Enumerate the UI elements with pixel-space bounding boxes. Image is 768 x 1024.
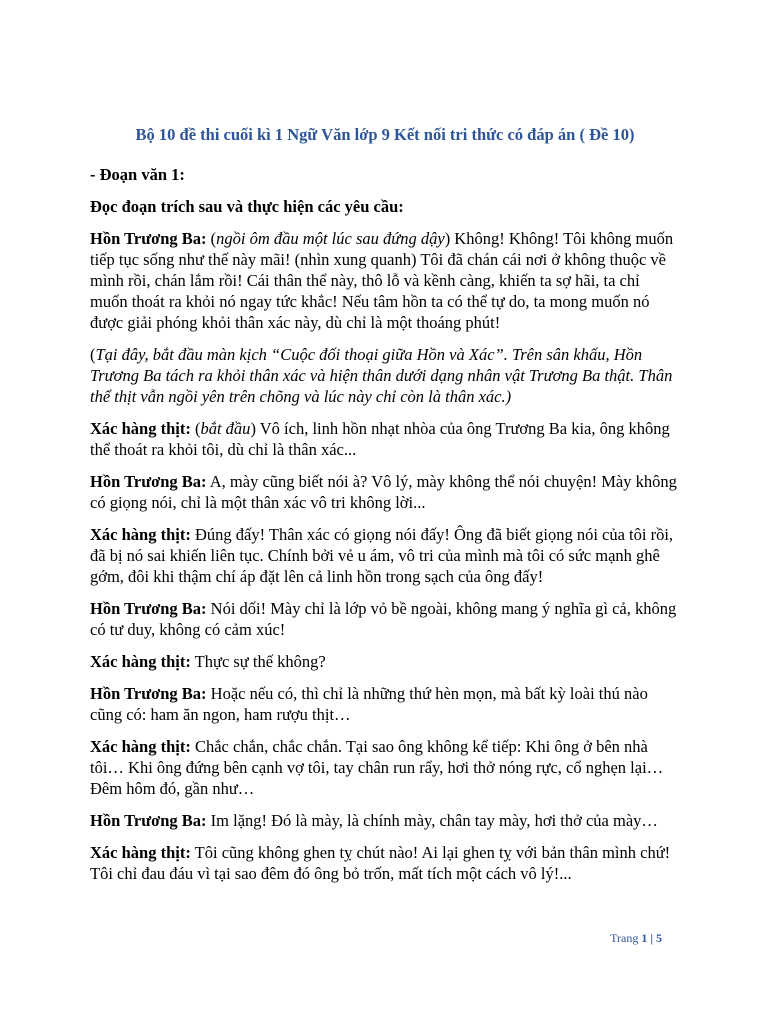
speaker-label: Xác hàng thịt:	[90, 652, 191, 671]
stage-direction: bắt đầu	[200, 419, 251, 438]
dialogue-excerpt	[90, 228, 680, 884]
stage-direction: ngồi ôm đầu một lúc sau đứng dậy	[216, 229, 445, 248]
dialogue-paragraph	[90, 598, 680, 640]
stage-direction: Tại đây, bắt đầu màn kịch “Cuộc đối thoại giữa Hồn và Xác”. Trên sân khấu, Hồn Trương Ba tách ra khỏi thân xác và hiện thân dưới dạng nhân vật Trương Ba thật. Thân thể thịt vẫn ngồi yên trên chõng và lúc này chỉ còn là thân xác.)	[90, 345, 673, 406]
dialogue-text: Chắc chắn, chắc chắn. Tại sao ông không kể tiếp: Khi ông ở bên nhà tôi… Khi ông đứng bên cạnh vợ tôi, tay chân run rẩy, hơi thở nóng rực, cổ nghẹn lại… Đêm hôm đó, gần như…	[90, 737, 664, 798]
dialogue-text: ) Vô ích, linh hồn nhạt nhòa của ông Trương Ba kia, ông không thể thoát ra khỏi tôi, dù chỉ là thân xác...	[90, 419, 670, 459]
dialogue-text: Hoặc nếu có, thì chỉ là những thứ hèn mọn, mà bất kỳ loài thú nào cũng có: ham ăn ngon, ham rượu thịt…	[90, 684, 648, 724]
dialogue-paragraph	[90, 471, 680, 513]
dialogue-paragraph	[90, 524, 680, 587]
dialogue-text: Im lặng! Đó là mày, là chính mày, chân tay mày, hơi thở của mày…	[206, 811, 658, 830]
dialogue-text: (	[90, 345, 96, 364]
document-body	[90, 124, 680, 895]
speaker-label: Hồn Trương Ba:	[90, 599, 207, 618]
speaker-label: Xác hàng thịt:	[90, 525, 191, 544]
section-heading: - Đoạn văn 1:	[90, 165, 185, 184]
speaker-label: Xác hàng thịt:	[90, 737, 191, 756]
dialogue-paragraph	[90, 810, 680, 831]
dialogue-text: Tôi cũng không ghen tỵ chút nào! Ai lại ghen tỵ với bản thân mình chứ! Tôi chỉ đau đáu vì tại sao đêm đó ông bỏ trốn, mất tích một cách vô lý!...	[90, 843, 671, 883]
speaker-label: Hồn Trương Ba:	[90, 811, 207, 830]
dialogue-paragraph	[90, 418, 680, 460]
speaker-label: Xác hàng thịt:	[90, 419, 191, 438]
dialogue-text: (	[190, 419, 201, 438]
dialogue-text: (	[206, 229, 217, 248]
dialogue-text: A, mày cũng biết nói à? Vô lý, mày không thể nói chuyện! Mày không có giọng nói, chỉ là một thân xác vô tri không lời...	[90, 472, 677, 512]
speaker-label: Hồn Trương Ba:	[90, 472, 207, 491]
document-title: Bộ 10 đề thi cuối kì 1 Ngữ Văn lớp 9 Kết nối tri thức có đáp án ( Đề 10)	[135, 125, 635, 144]
footer-page-number: 1	[641, 931, 648, 945]
dialogue-paragraph	[90, 344, 680, 407]
dialogue-text: Thực sự thế không?	[190, 652, 326, 671]
speaker-label: Xác hàng thịt:	[90, 843, 191, 862]
footer-separator: |	[650, 931, 653, 945]
footer-label: Trang	[610, 931, 639, 945]
speaker-label: Hồn Trương Ba:	[90, 684, 207, 703]
dialogue-paragraph	[90, 651, 680, 672]
dialogue-paragraph	[90, 736, 680, 799]
dialogue-text: Nói dối! Mày chỉ là lớp vỏ bề ngoài, không mang ý nghĩa gì cả, không có tư duy, không có cảm xúc!	[90, 599, 677, 639]
dialogue-paragraph	[90, 228, 680, 333]
page-footer	[610, 931, 662, 946]
dialogue-text: Đúng đấy! Thân xác có giọng nói đấy! Ông đã biết giọng nói của tôi rồi, đã bị nó sai khiến liên tục. Chính bởi vẻ u ám, vô tri của mình mà tôi có sức mạnh ghê gớm, đôi khi thậm chí áp đặt lên cả linh hồn trong sạch của ông đấy!	[90, 525, 674, 586]
footer-total-pages: 5	[656, 931, 662, 945]
dialogue-paragraph	[90, 842, 680, 884]
instruction-text: Đọc đoạn trích sau và thực hiện các yêu cầu:	[90, 197, 404, 216]
dialogue-text: ) Không! Không! Tôi không muốn tiếp tục sống như thế này mãi! (nhìn xung quanh) Tôi đã chán cái nơi ở không thuộc về mình rồi, chán lắm rồi! Cái thân thể này, thô lỗ và kềnh càng, khiến ta sợ hãi, ta chỉ muốn thoát ra khỏi nó ngay tức khắc! Nếu tâm hồn ta có thể tự do, ta mong muốn nó được giải phóng khỏi thân xác này, dù chỉ là một thoáng phút!	[90, 229, 674, 332]
speaker-label: Hồn Trương Ba:	[90, 229, 207, 248]
dialogue-paragraph	[90, 683, 680, 725]
